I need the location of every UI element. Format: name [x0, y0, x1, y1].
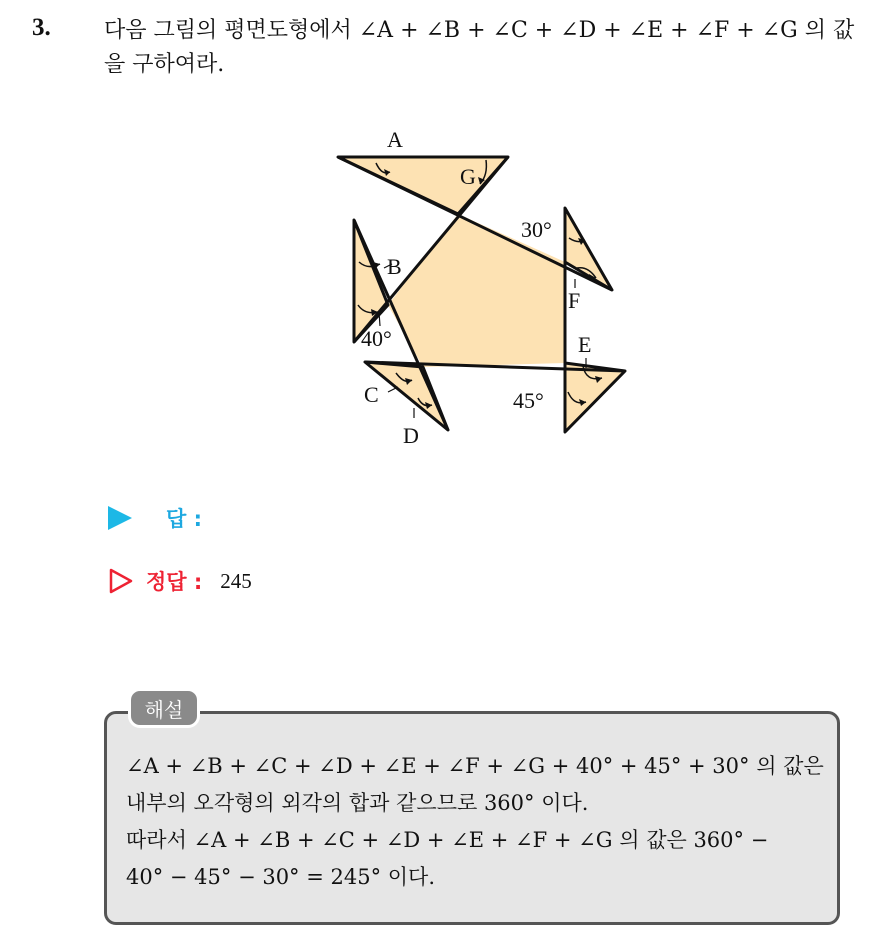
triangle-bottom-right [565, 363, 625, 432]
answer-row [108, 503, 220, 533]
label-e: E [578, 332, 592, 357]
question-number: 3. [32, 14, 51, 41]
outline-triangle-icon [108, 568, 134, 594]
label-d: D [403, 423, 419, 448]
solution-line: 내부의 오각형의 외각의 합과 같으므로 360° 이다. [126, 791, 589, 815]
question-text: 다음 그림의 평면도형에서 ∠A + ∠B + ∠C + ∠D + ∠E + ∠F + ∠G 의 값을 구하여라. [104, 18, 855, 77]
geometry-figure [320, 120, 640, 450]
solution-text [126, 748, 832, 896]
label-a: A [387, 127, 403, 152]
correct-answer-row [108, 566, 252, 596]
label-b: B [387, 254, 402, 279]
label-c: C [364, 382, 379, 407]
correct-answer-label: 정답 : [146, 570, 203, 594]
correct-answer-value: 245 [220, 568, 252, 593]
label-f: F [568, 288, 581, 313]
play-triangle-icon [108, 506, 132, 530]
solution-tag: 해설 [128, 688, 200, 728]
label-45: 45° [513, 388, 544, 413]
label-g: G [460, 164, 476, 189]
solution-line: ∠A + ∠B + ∠C + ∠D + ∠E + ∠F + ∠G + 40° + 45° + 30° 의 값은 [126, 754, 824, 778]
label-40: 40° [361, 326, 392, 351]
label-30: 30° [521, 217, 552, 242]
solution-line: 40° − 45° − 30° = 245° 이다. [126, 865, 436, 889]
solution-line: 따라서 ∠A + ∠B + ∠C + ∠D + ∠E + ∠F + ∠G 의 값은 360° − [126, 828, 769, 852]
answer-label: 답 : [166, 507, 202, 531]
